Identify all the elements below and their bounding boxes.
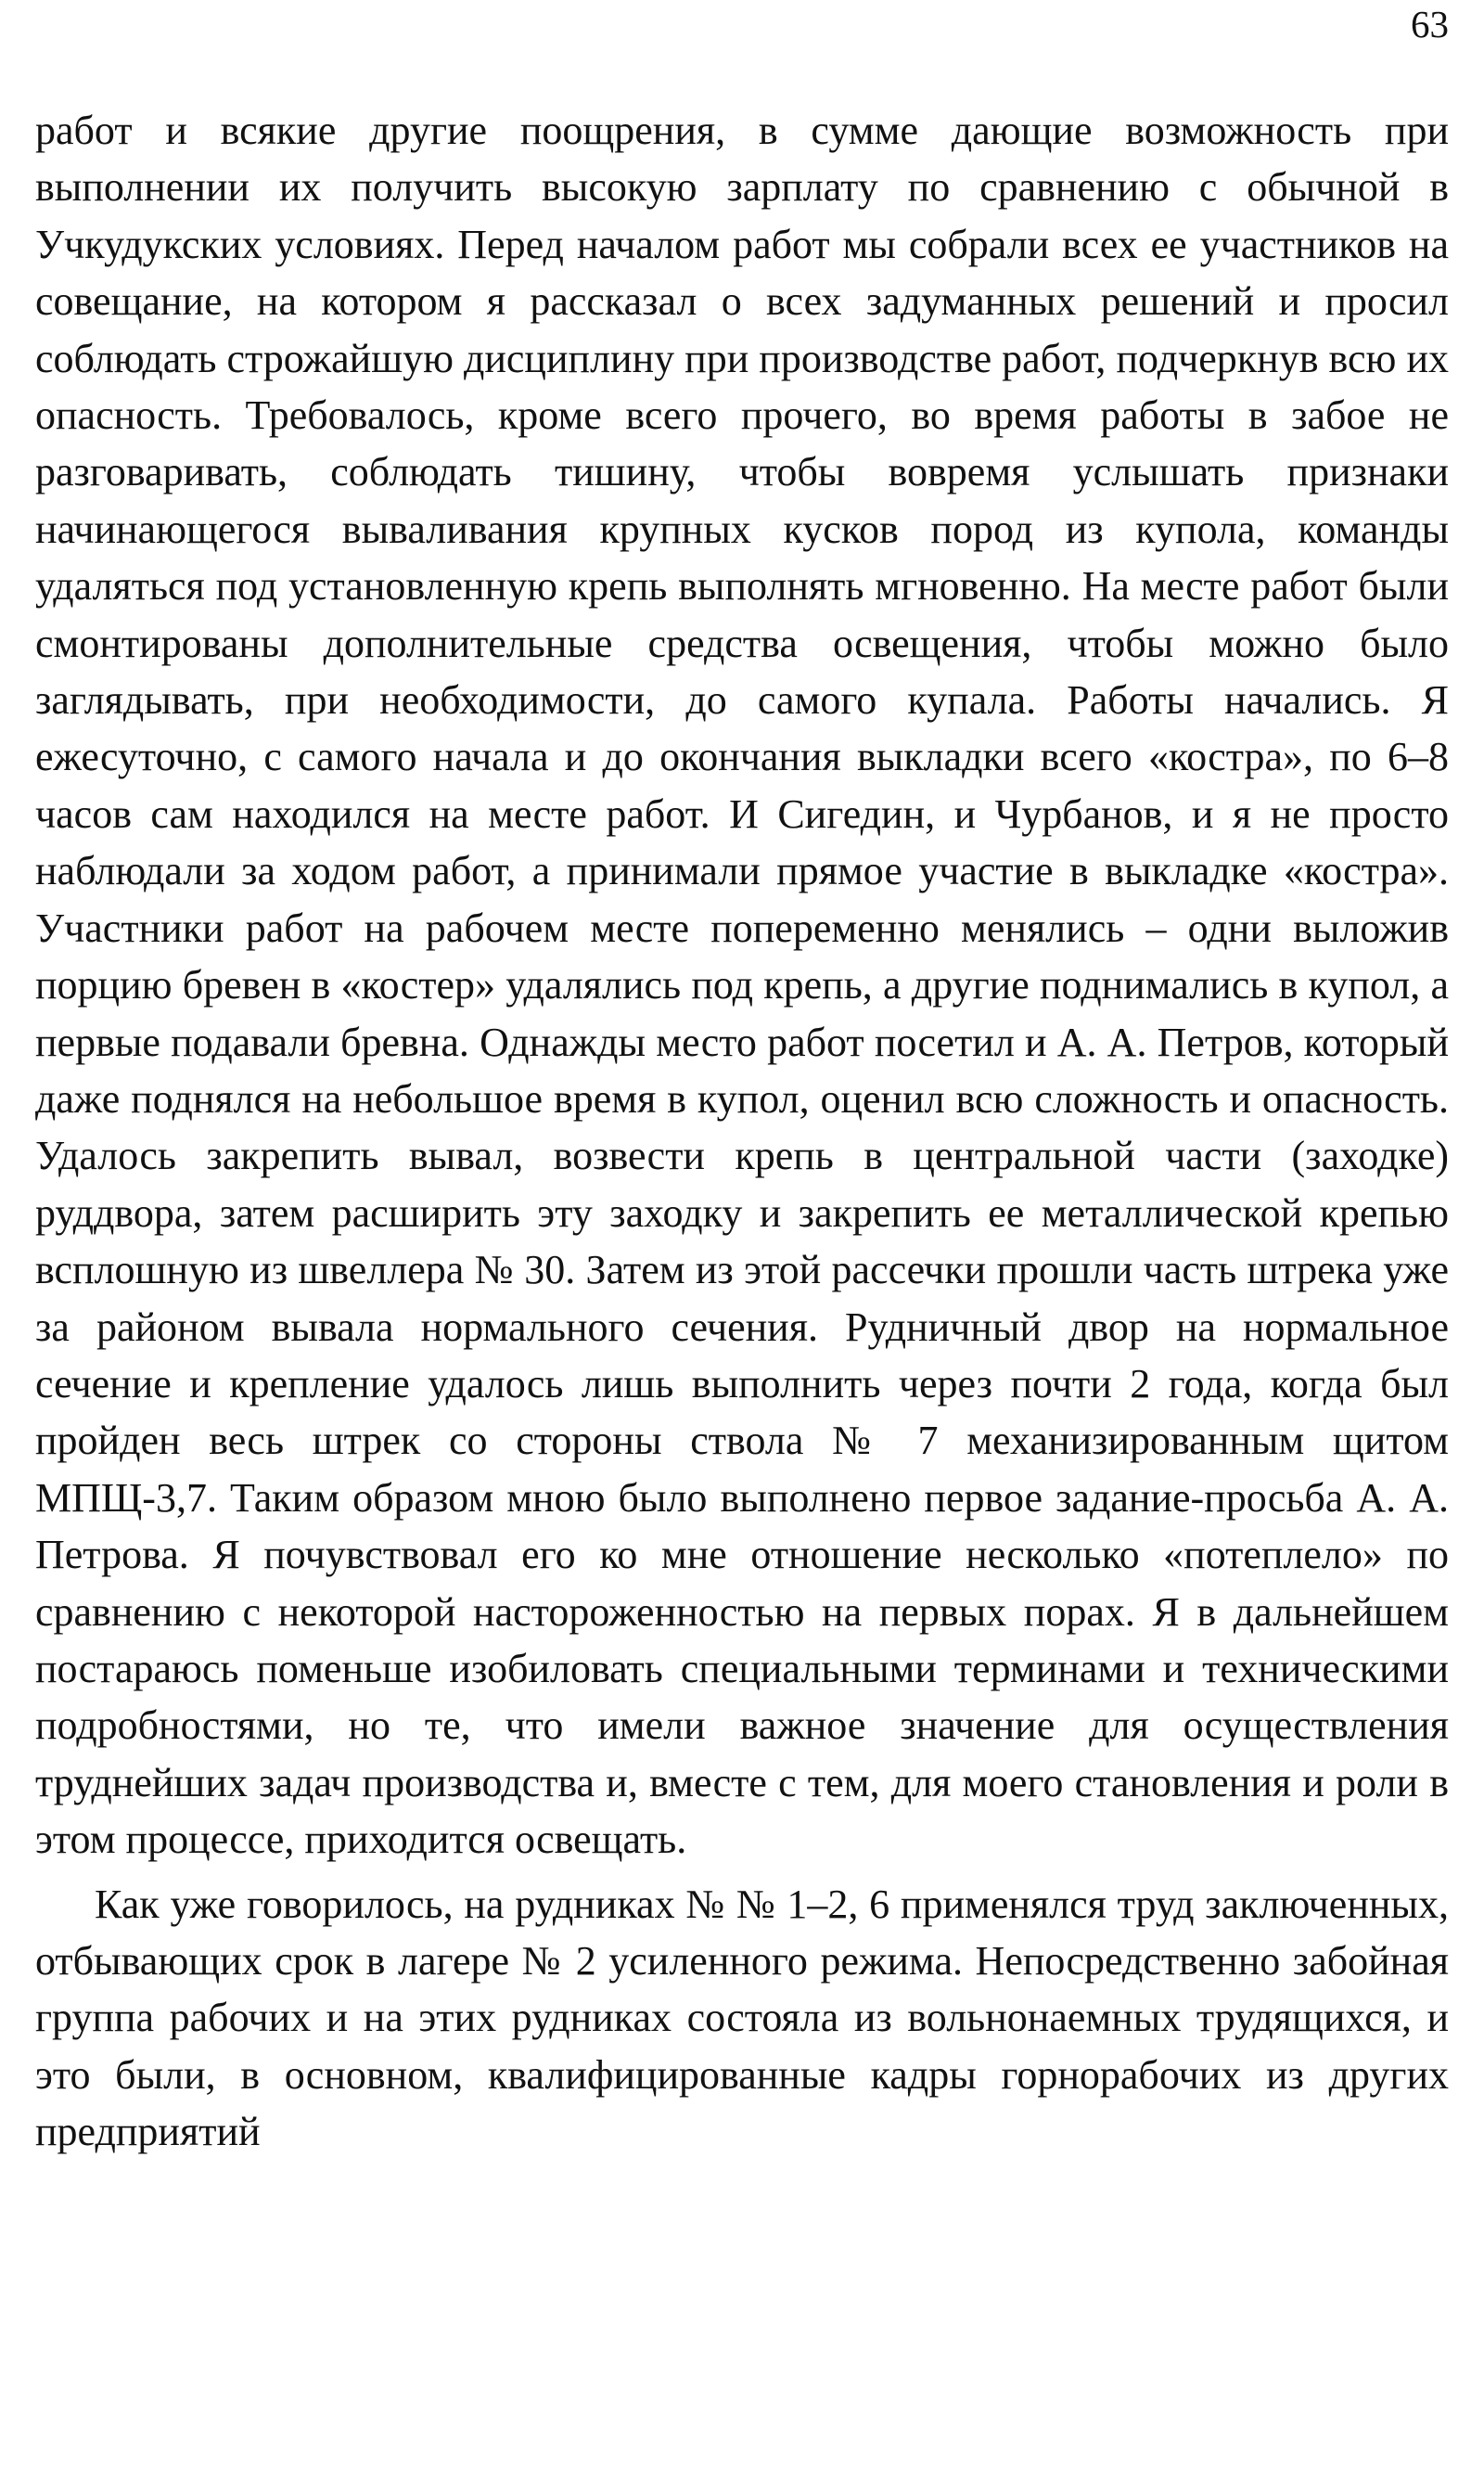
body-text	[35, 102, 1449, 2161]
paragraph: Как уже говорилось, на рудниках № № 1–2, 6 применялся труд заключенных, отбывающих срок в лагере № 2 усиленного режима. Непосредственно забойная группа рабочих и на этих рудниках состояла из вольнонаемных трудящихся, и это были, в основном, квалифицированные кадры горнорабочих из других предприятий	[35, 1881, 1449, 2155]
paragraph-continuation: работ и всякие другие поощрения, в сумме дающие возможность при выполнении их получить высокую зарплату по сравнению с обычной в Учкудукских условиях. Перед началом работ мы собрали всех ее участников на совещание, на котором я рассказал о всех задуманных решений и просил соблюдать строжайшую дисциплину при производстве работ, подчеркнув всю их опасность. Требовалось, кроме всего прочего, во время работы в забое не разговаривать, соблюдать тишину, чтобы вовремя услышать признаки начинающегося вываливания крупных кусков пород из купола, команды удаляться под установленную крепь выполнять мгновенно. На месте работ были смонтированы дополнительные средства освещения, чтобы можно было заглядывать, при необходимости, до самого купала. Работы начались. Я ежесуточно, с самого начала и до окончания выкладки всего «костра», по 6–8 часов сам находился на месте работ. И Сигедин, и Чурбанов, и я не просто наблюдали за ходом работ, а принимали прямое участие в выкладке «костра». Участники работ на рабочем месте попеременно менялись – одни выложив порцию бревен в «костер» удалялись под крепь, а другие поднимались в купол, а первые подавали бревна. Однажды место работ посетил и А. А. Петров, который даже поднялся на небольшое время в купол, оценил всю сложность и опасность. Удалось закрепить вывал, возвести крепь в центральной части (заходке) руддвора, затем расширить эту заходку и закрепить ее металлической крепью всплошную из швеллера № 30. Затем из этой рассечки прошли часть штрека уже за районом вывала нормального сечения. Рудничный двор на нормальное сечение и крепление удалось лишь выполнить через почти 2 года, когда был пройден весь штрек со стороны ствола № 7 механизированным щитом МПЩ-3,7. Таким образом мною было выполнено первое задание-просьба А. А. Петрова. Я почувствовал его ко мне отношение несколько «потеплело» по сравнению с некоторой настороженностью на первых порах. Я в дальнейшем постараюсь поменьше изобиловать специальными терминами и техническими подробностями, но те, что имели важное значение для осуществления труднейших задач производства и, вместе с тем, для моего становления и роли в этом процессе, приходится освещать.	[35, 108, 1449, 1863]
page-number: 63	[1411, 3, 1449, 45]
